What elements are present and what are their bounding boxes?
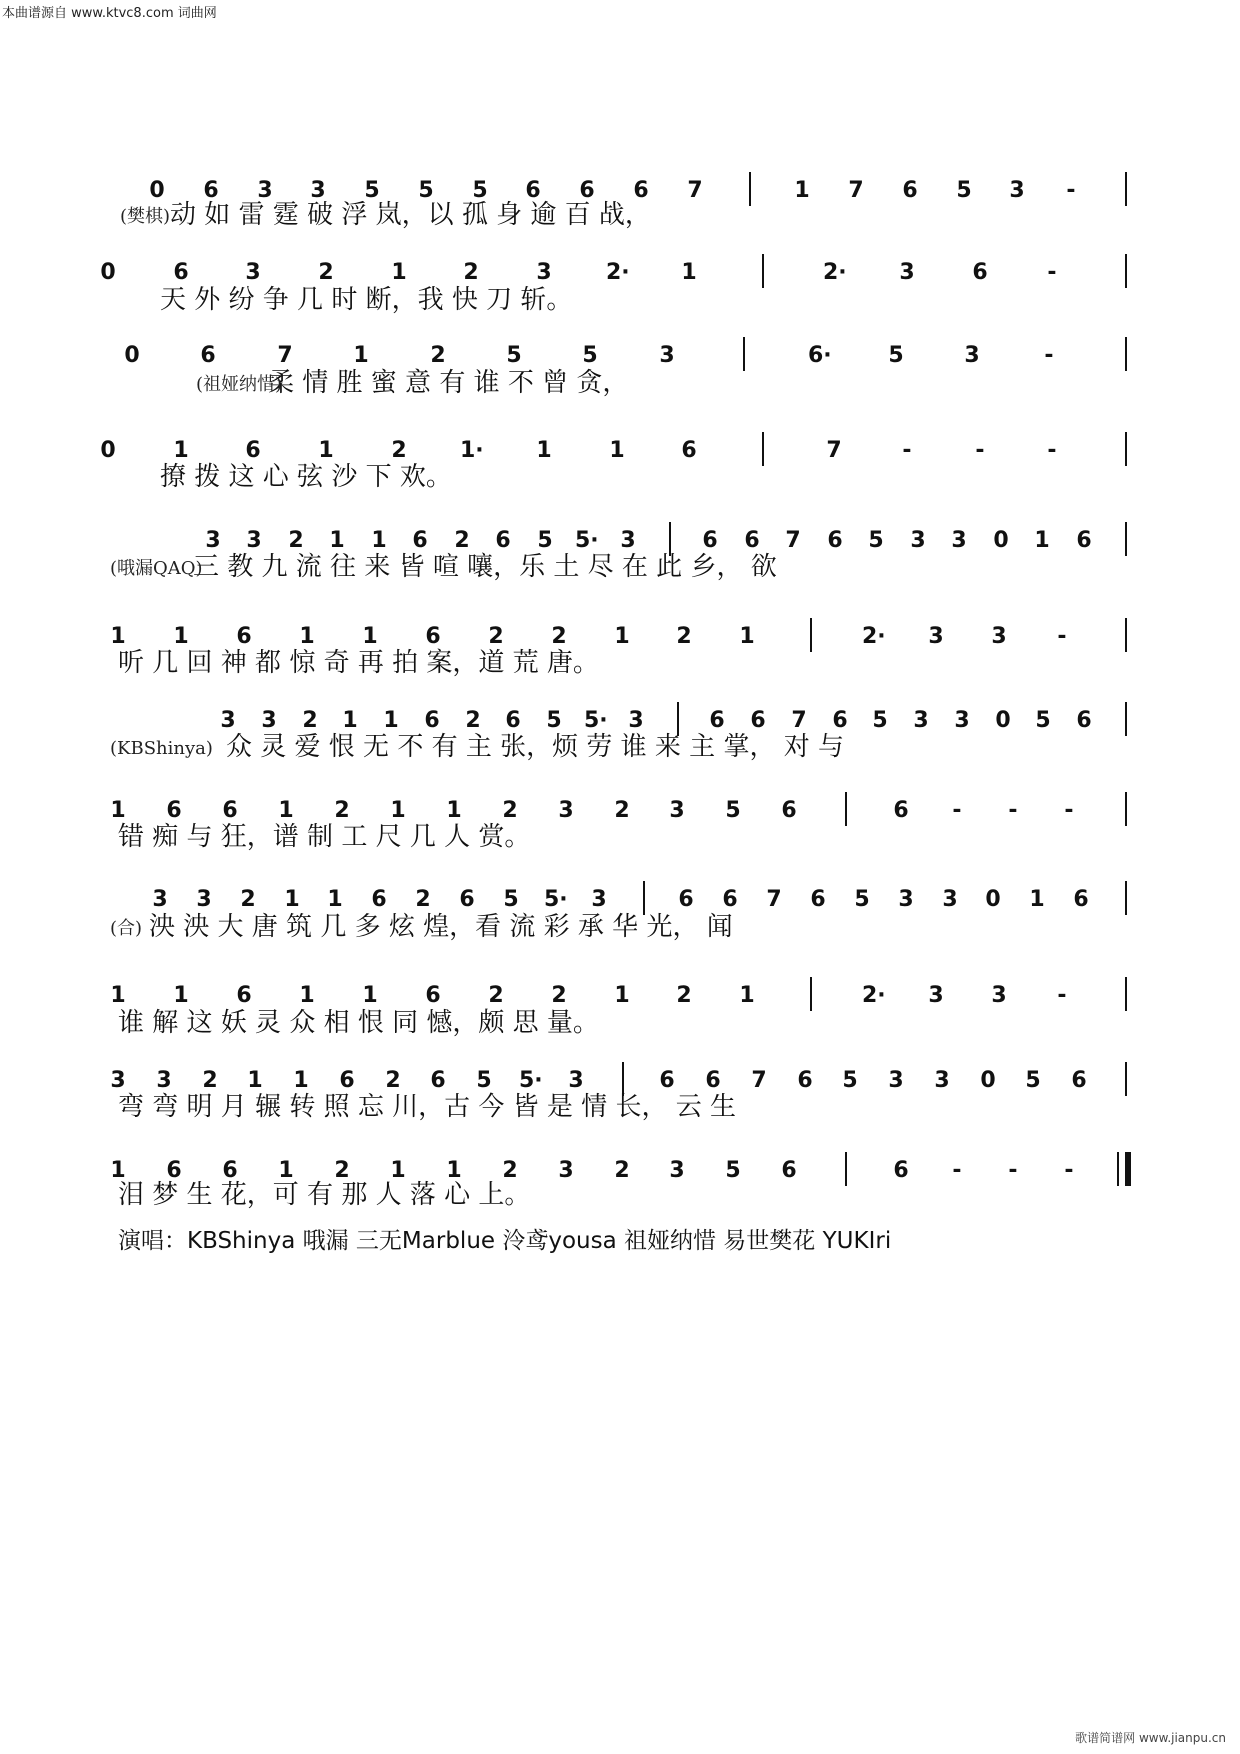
score-note: 7 — [277, 343, 293, 368]
lyric-line: 三 教 九 流 往 来 皆 喧 嚷，乐 土 尽 在 此 乡， 欲 — [193, 552, 777, 582]
final-barline-thin — [1117, 1152, 1119, 1186]
lyric-line: 弯 弯 明 月 辗 转 照 忘 川，古 今 皆 是 情 长， 云 生 — [118, 1092, 736, 1122]
score-note: 2 — [676, 983, 692, 1008]
score-note: 6 — [705, 1068, 721, 1093]
score-note: 0 — [100, 260, 116, 285]
score-note: 1 — [110, 1158, 126, 1183]
score-note: 1 — [739, 624, 755, 649]
score-note: 1 — [293, 1068, 309, 1093]
score-note: 2 — [385, 1068, 401, 1093]
score-note: 6 — [579, 178, 595, 203]
score-note: 6 — [166, 1158, 182, 1183]
barline — [810, 618, 812, 652]
lyric-line: 众 灵 爱 恨 无 不 有 主 张，烦 劳 谁 来 主 掌， 对 与 — [226, 732, 844, 762]
score-note: 6 — [1073, 887, 1089, 912]
score-note: 3 — [558, 798, 574, 823]
score-note: 2 — [614, 1158, 630, 1183]
singer-label: (KBShinya) — [110, 738, 213, 759]
score-note: 3 — [205, 528, 221, 553]
score-note: 2 — [551, 624, 567, 649]
score-note: 3 — [928, 983, 944, 1008]
score-note: - — [1044, 343, 1054, 368]
score-note: - — [1057, 624, 1067, 649]
score-note: 1 — [446, 798, 462, 823]
score-note: 1 — [278, 1158, 294, 1183]
score-note: 5 — [582, 343, 598, 368]
barline — [1125, 432, 1127, 466]
score-note: - — [1064, 798, 1074, 823]
score-note: 1 — [383, 708, 399, 733]
lyric-line: 泱 泱 大 唐 筑 几 多 炫 煌，看 流 彩 承 华 光， 闻 — [149, 912, 733, 942]
score-note: 1 — [342, 708, 358, 733]
score-note: 3 — [558, 1158, 574, 1183]
score-note: 1 — [1029, 887, 1045, 912]
score-note: 5 — [842, 1068, 858, 1093]
score-note: 3 — [245, 260, 261, 285]
score-note: 1 — [173, 624, 189, 649]
barline — [1125, 792, 1127, 826]
barline — [1125, 337, 1127, 371]
barline — [1125, 254, 1127, 288]
score-note: 3 — [991, 983, 1007, 1008]
score-note: 6 — [424, 708, 440, 733]
singer-label: (樊棋) — [120, 206, 171, 227]
score-note: 7 — [687, 178, 703, 203]
score-note: 0 — [995, 708, 1011, 733]
barline — [762, 254, 764, 288]
score-note: 1 — [614, 983, 630, 1008]
score-note: 6 — [166, 798, 182, 823]
score-note: - — [1064, 1158, 1074, 1183]
score-note: 2 — [465, 708, 481, 733]
lyric-line: 动 如 雷 霆 破 浮 岚，以 孤 身 逾 百 战， — [170, 200, 651, 230]
score-note: 0 — [985, 887, 1001, 912]
score-note: 6 — [702, 528, 718, 553]
score-note: 6 — [744, 528, 760, 553]
score-note: 1 — [110, 983, 126, 1008]
score-note: 3 — [954, 708, 970, 733]
score-note: - — [1057, 983, 1067, 1008]
score-note: 0 — [149, 178, 165, 203]
score-note: 5 — [1025, 1068, 1041, 1093]
score-note: 2 — [502, 798, 518, 823]
score-note: 6 — [722, 887, 738, 912]
score-note: 0 — [980, 1068, 996, 1093]
score-note: 0 — [100, 438, 116, 463]
score-note: 5 — [956, 178, 972, 203]
score-note: 2· — [862, 983, 886, 1008]
lyric-line: 天 外 纷 争 几 时 断，我 快 刀 斩。 — [160, 285, 573, 315]
score-note: 5· — [575, 528, 599, 553]
score-note: 7 — [848, 178, 864, 203]
barline — [622, 1062, 624, 1096]
barline — [643, 881, 645, 915]
score-note: 1 — [794, 178, 810, 203]
score-note: 6 — [412, 528, 428, 553]
score-note: 5 — [537, 528, 553, 553]
score-note: 2· — [823, 260, 847, 285]
score-note: 1 — [173, 438, 189, 463]
score-note: 1 — [681, 260, 697, 285]
score-note: 6 — [203, 178, 219, 203]
score-note: 1 — [247, 1068, 263, 1093]
score-note: 6 — [659, 1068, 675, 1093]
barline — [810, 977, 812, 1011]
score-note: 1 — [390, 1158, 406, 1183]
score-note: 1 — [318, 438, 334, 463]
score-note: 6 — [425, 983, 441, 1008]
score-note: 1 — [362, 983, 378, 1008]
barline — [1125, 977, 1127, 1011]
score-note: 3 — [152, 887, 168, 912]
score-note: 6 — [681, 438, 697, 463]
score-note: - — [1047, 438, 1057, 463]
score-note: 5 — [503, 887, 519, 912]
score-note: 5 — [1035, 708, 1051, 733]
score-note: 3 — [964, 343, 980, 368]
performer-credits: 演唱：KBShinya 哦漏 三无Marblue 泠鸢yousa 祖娅纳惜 易世樊花 YUKIri — [118, 1228, 892, 1254]
score-note: - — [952, 1158, 962, 1183]
score-note: 1· — [460, 438, 484, 463]
score-note: 0 — [124, 343, 140, 368]
score-note: 1 — [371, 528, 387, 553]
score-note: 6 — [902, 178, 918, 203]
score-note: 7 — [766, 887, 782, 912]
barline — [1125, 1062, 1127, 1096]
score-note: 1 — [1034, 528, 1050, 553]
score-note: 5 — [872, 708, 888, 733]
score-note: 6 — [1076, 708, 1092, 733]
score-note: 1 — [609, 438, 625, 463]
score-note: 2 — [488, 624, 504, 649]
score-note: - — [1008, 798, 1018, 823]
score-note: 2 — [334, 1158, 350, 1183]
score-note: 3 — [196, 887, 212, 912]
score-note: 2 — [302, 708, 318, 733]
score-note: 6 — [1076, 528, 1092, 553]
score-note: 1 — [353, 343, 369, 368]
score-note: 2 — [454, 528, 470, 553]
score-note: 1 — [362, 624, 378, 649]
score-note: 5 — [854, 887, 870, 912]
lyric-line: 泪 梦 生 花，可 有 那 人 落 心 上。 — [118, 1180, 531, 1210]
score-note: 6 — [222, 798, 238, 823]
singer-label: (合) — [110, 918, 143, 939]
site-watermark-footer: 歌谱简谱网 www.jianpu.cn — [1075, 1731, 1226, 1745]
score-note: 3 — [888, 1068, 904, 1093]
score-note: 5 — [476, 1068, 492, 1093]
score-note: 1 — [446, 1158, 462, 1183]
score-note: 6 — [972, 260, 988, 285]
score-note: 6 — [495, 528, 511, 553]
score-note: 6 — [709, 708, 725, 733]
score-note: 5 — [472, 178, 488, 203]
barline — [845, 792, 847, 826]
score-note: 2 — [334, 798, 350, 823]
score-note: 2 — [288, 528, 304, 553]
score-note: 5 — [888, 343, 904, 368]
score-note: 3 — [991, 624, 1007, 649]
score-note: 1 — [329, 528, 345, 553]
score-note: 6 — [245, 438, 261, 463]
barline — [669, 522, 671, 556]
score-note: 2 — [676, 624, 692, 649]
score-note: - — [1047, 260, 1057, 285]
score-note: 3 — [110, 1068, 126, 1093]
score-note: 1 — [614, 624, 630, 649]
score-note: 6 — [236, 624, 252, 649]
score-note: 2 — [415, 887, 431, 912]
score-note: 7 — [791, 708, 807, 733]
score-note: 6 — [810, 887, 826, 912]
lyric-line: 听 几 回 神 都 惊 奇 再 拍 案，道 荒 唐。 — [118, 648, 599, 678]
score-note: 2 — [430, 343, 446, 368]
score-note: - — [975, 438, 985, 463]
barline — [749, 172, 751, 206]
score-note: 3 — [591, 887, 607, 912]
lyric-line: 谁 解 这 妖 灵 众 相 恨 同 憾，颇 思 量。 — [118, 1008, 599, 1038]
score-note: 2 — [551, 983, 567, 1008]
score-note: 2 — [202, 1068, 218, 1093]
score-note: 6 — [678, 887, 694, 912]
score-note: - — [902, 438, 912, 463]
score-note: 7 — [826, 438, 842, 463]
score-note: 6 — [893, 1158, 909, 1183]
score-source-header: 本曲谱源自 www.ktvc8.com 词曲网 — [2, 6, 217, 21]
barline — [1125, 172, 1127, 206]
score-note: 5 — [868, 528, 884, 553]
score-note: 3 — [156, 1068, 172, 1093]
barline — [1125, 702, 1127, 736]
score-note: 3 — [536, 260, 552, 285]
score-note: 3 — [669, 798, 685, 823]
score-note: 6 — [633, 178, 649, 203]
score-note: 5 — [725, 1158, 741, 1183]
score-note: 2 — [488, 983, 504, 1008]
score-note: 3 — [257, 178, 273, 203]
score-note: - — [1066, 178, 1076, 203]
score-note: 3 — [913, 708, 929, 733]
score-note: 2 — [463, 260, 479, 285]
score-note: 2· — [862, 624, 886, 649]
score-note: 3 — [261, 708, 277, 733]
barline — [1125, 618, 1127, 652]
score-note: 3 — [1009, 178, 1025, 203]
score-note: 3 — [620, 528, 636, 553]
score-note: 6 — [781, 798, 797, 823]
score-note: 5 — [725, 798, 741, 823]
score-note: 3 — [934, 1068, 950, 1093]
score-note: 6 — [236, 983, 252, 1008]
score-note: 6 — [797, 1068, 813, 1093]
score-note: 3 — [220, 708, 236, 733]
barline — [762, 432, 764, 466]
score-note: 3 — [568, 1068, 584, 1093]
score-note: 6 — [781, 1158, 797, 1183]
score-note: 6 — [173, 260, 189, 285]
score-note: 3 — [669, 1158, 685, 1183]
score-note: 6 — [200, 343, 216, 368]
score-note: 2· — [606, 260, 630, 285]
score-note: 6· — [808, 343, 832, 368]
lyric-line: 柔 情 胜 蜜 意 有 谁 不 曾 贪， — [268, 368, 629, 398]
score-note: 3 — [628, 708, 644, 733]
score-note: 3 — [310, 178, 326, 203]
barline — [1125, 881, 1127, 915]
singer-label: (哦漏QAQ) — [110, 558, 203, 579]
score-note: 1 — [173, 983, 189, 1008]
score-note: 1 — [536, 438, 552, 463]
score-note: 5 — [364, 178, 380, 203]
score-note: 1 — [110, 798, 126, 823]
score-note: 6 — [222, 1158, 238, 1183]
barline — [743, 337, 745, 371]
score-note: 3 — [951, 528, 967, 553]
score-note: 5· — [519, 1068, 543, 1093]
score-note: 1 — [110, 624, 126, 649]
score-note: 2 — [240, 887, 256, 912]
score-note: 2 — [391, 438, 407, 463]
score-note: 5· — [544, 887, 568, 912]
score-note: 1 — [739, 983, 755, 1008]
score-note: 6 — [893, 798, 909, 823]
barline — [845, 1152, 847, 1186]
score-note: 0 — [993, 528, 1009, 553]
score-note: 1 — [278, 798, 294, 823]
score-note: 1 — [390, 798, 406, 823]
score-note: 6 — [371, 887, 387, 912]
score-note: - — [952, 798, 962, 823]
score-note: 3 — [910, 528, 926, 553]
score-note: 3 — [928, 624, 944, 649]
score-note: 5 — [546, 708, 562, 733]
score-note: 1 — [299, 983, 315, 1008]
score-note: 1 — [327, 887, 343, 912]
lyric-line: 撩 拨 这 心 弦 沙 下 欢。 — [160, 462, 452, 492]
barline — [677, 702, 679, 736]
score-note: 6 — [459, 887, 475, 912]
score-note: 7 — [785, 528, 801, 553]
score-note: 2 — [502, 1158, 518, 1183]
score-note: 6 — [505, 708, 521, 733]
score-note: 6 — [827, 528, 843, 553]
score-note: 3 — [942, 887, 958, 912]
score-note: 5 — [506, 343, 522, 368]
score-note: 2 — [614, 798, 630, 823]
score-note: 6 — [525, 178, 541, 203]
score-note: 3 — [246, 528, 262, 553]
score-note: 3 — [898, 887, 914, 912]
score-note: 5 — [418, 178, 434, 203]
score-note: 6 — [1071, 1068, 1087, 1093]
score-note: 7 — [751, 1068, 767, 1093]
score-note: 6 — [430, 1068, 446, 1093]
score-note: 3 — [899, 260, 915, 285]
score-note: - — [1008, 1158, 1018, 1183]
score-note: 1 — [299, 624, 315, 649]
score-note: 6 — [832, 708, 848, 733]
score-note: 1 — [391, 260, 407, 285]
singer-label: (祖娅纳惜) — [196, 374, 283, 395]
barline — [1125, 522, 1127, 556]
score-note: 5· — [584, 708, 608, 733]
score-note: 2 — [318, 260, 334, 285]
score-note: 1 — [284, 887, 300, 912]
score-note: 3 — [659, 343, 675, 368]
score-note: 6 — [339, 1068, 355, 1093]
lyric-line: 错 痴 与 狂，谱 制 工 尺 几 人 赏。 — [118, 822, 531, 852]
final-barline-thick — [1125, 1152, 1131, 1186]
score-note: 6 — [425, 624, 441, 649]
score-note: 6 — [750, 708, 766, 733]
